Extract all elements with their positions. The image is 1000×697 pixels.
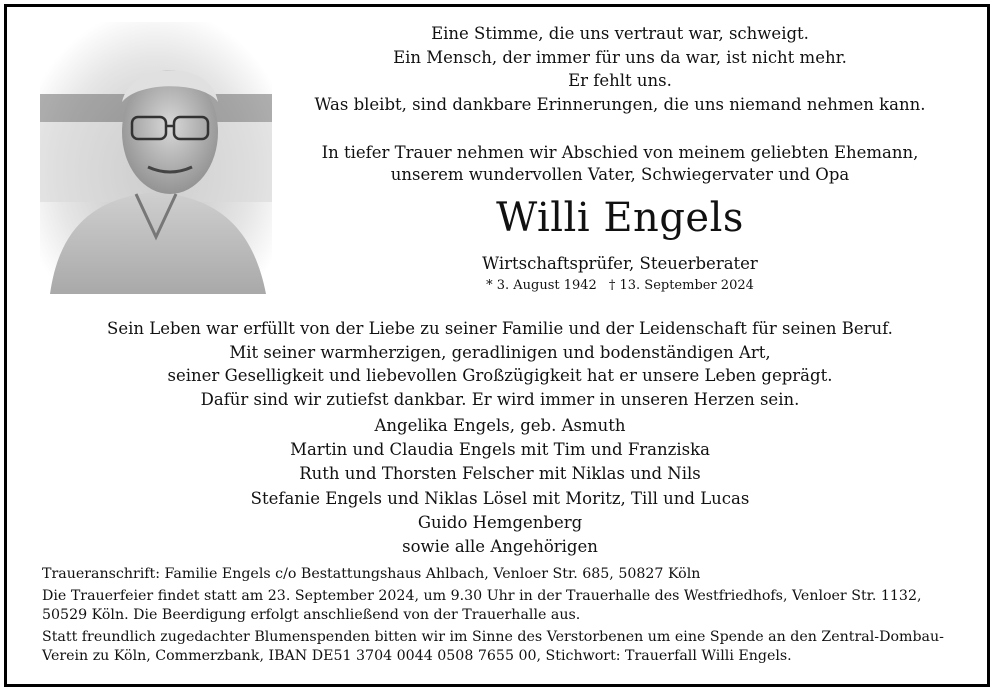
donation-info: Statt freundlich zugedachter Blumenspenden bitten wir im Sinne des Verstorbenen um eine Spende an den Zentral-Dombau- Verein zu Köln, Commerzbank, IBAN DE51 3704 0044 0508 7655 00, Stichwort: Trauerfall Willi Engels. — [42, 629, 944, 664]
ceremony-info: Die Trauerfeier findet statt am 23. September 2024, um 9.30 Uhr in der Trauerhalle des Westfriedhofs, Venloer Str. 1132, 50529 Köln. Die Beerdigung erfolgt anschließend von der Trauerhalle aus. — [42, 588, 922, 623]
mourning-address: Traueranschrift: Familie Engels c/o Bestattungshaus Ahlbach, Venloer Str. 685, 50827 Köln — [42, 566, 701, 582]
birth-date: * 3. August 1942 — [486, 278, 597, 293]
tribute-line: Sein Leben war erfüllt von der Liebe zu seiner Familie und der Leidenschaft für seinen Beruf. — [107, 319, 893, 338]
family-member: Guido Hemgenberg — [417, 512, 583, 532]
family-member: Angelika Engels, geb. Asmuth — [374, 416, 626, 435]
intro-line: unserem wundervollen Vater, Schwiegervater und Opa — [390, 164, 850, 184]
tribute-line: seiner Geselligkeit und liebevollen Großzügigkeit hat er unsere Leben geprägt. — [167, 366, 833, 385]
poem-line: Eine Stimme, die uns vertraut war, schweigt. — [431, 24, 809, 43]
family-list — [20, 414, 980, 559]
intro-text — [300, 142, 940, 185]
portrait-photo — [40, 22, 272, 294]
tribute-line: Mit seiner warmherzigen, geradlinigen und bodenständigen Art, — [229, 342, 771, 362]
deceased-name: Willi Engels — [496, 195, 744, 241]
profession: Wirtschaftsprüfer, Steuerberater — [482, 254, 758, 273]
poem-line: Was bleibt, sind dankbare Erinnerungen, die uns niemand nehmen kann. — [314, 94, 926, 114]
tribute-text — [20, 317, 980, 411]
family-member: Martin und Claudia Engels mit Tim und Franziska — [290, 440, 710, 460]
poem-line: Ein Mensch, der immer für uns da war, ist nicht mehr. — [393, 47, 847, 67]
intro-line: In tiefer Trauer nehmen wir Abschied von meinem geliebten Ehemann, — [321, 143, 919, 162]
family-member: sowie alle Angehörigen — [402, 537, 598, 557]
family-member: Stefanie Engels und Niklas Lösel mit Moritz, Till und Lucas — [250, 488, 750, 508]
tribute-line: Dafür sind wir zutiefst dankbar. Er wird immer in unseren Herzen sein. — [200, 389, 800, 409]
poem-line: Er fehlt uns. — [568, 71, 672, 90]
life-dates — [300, 277, 940, 295]
family-member: Ruth und Thorsten Felscher mit Niklas und Nils — [299, 464, 701, 484]
footer-info — [42, 565, 962, 669]
death-date: † 13. September 2024 — [608, 278, 754, 293]
poem — [300, 22, 940, 116]
